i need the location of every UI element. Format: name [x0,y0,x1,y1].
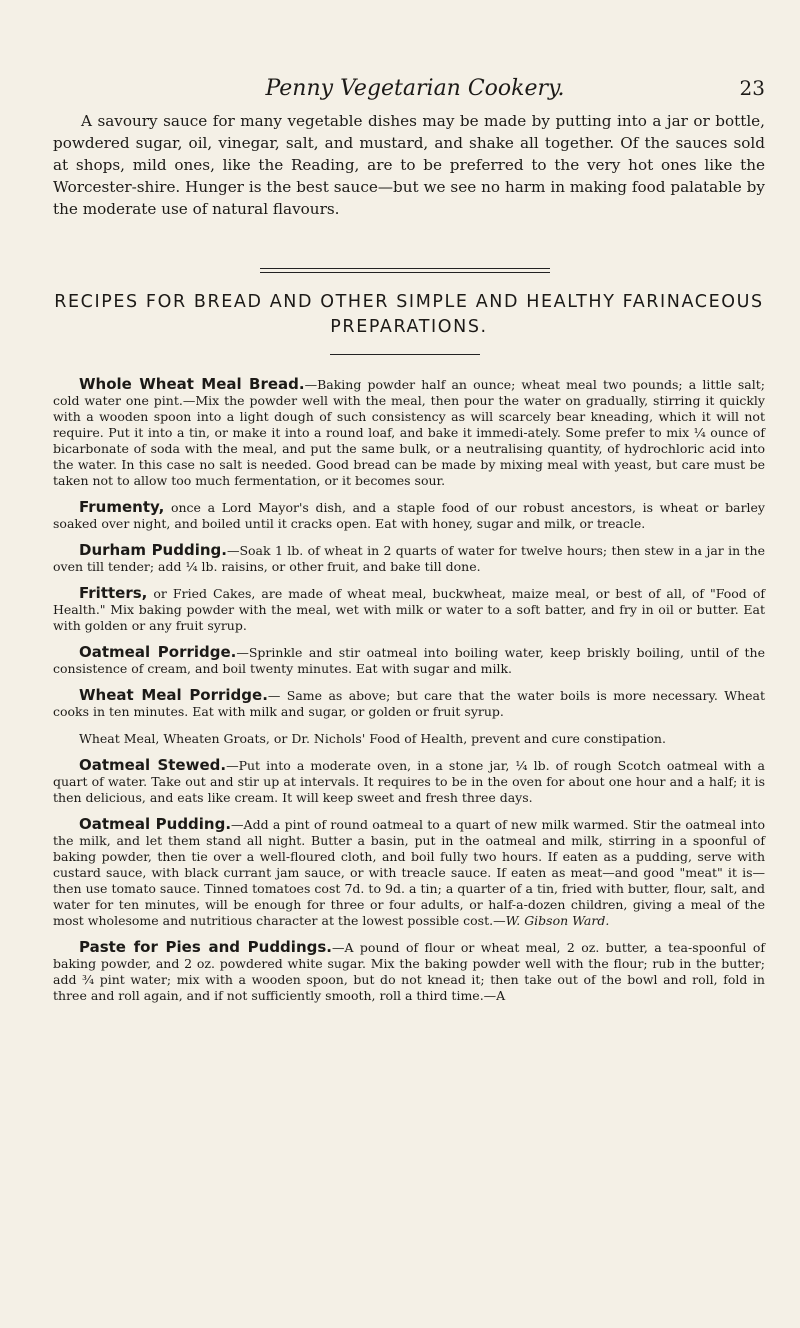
recipe-text: —Add a pint of round oatmeal to a quart of new milk warmed. Stir the oatmeal into the milk, and let them stand all night. Butter a basin, put in the oatmeal and milk, stirring in a spoonful of baking powder, then tie over a well-floured cloth, and boil fully two hours. If eaten as a pudding, serve with custard sauce, with black currant jam sauce, or with treacle sauce. If eaten as meat—and good "meat" it is—then use tomato sauce. Tinned tomatoes cost 7d. to 9d. a tin; a quarter of a tin, fried with butter, flour, salt, and water for ten minutes, will be enough for three or four adults, or half-a-dozen children, giving a meal of the most wholesome and nutritious character at the lowest possible cost.— [53,817,765,928]
recipe-note-constipation [53,730,765,747]
recipe-title: Oatmeal Porridge. [79,643,237,661]
recipe-oatmeal-pudding [53,816,765,929]
running-title: Penny Vegetarian Cookery. [265,76,565,101]
intro-paragraph: A savoury sauce for many vegetable dishes may be made by putting into a jar or bottle, powdered sugar, oil, vinegar, salt, and mustard, and shake all together. Of the sauces sold at shops, mild ones, like the Reading, are to be preferred to the very hot ones like the Worcester-shire. Hunger is the best sauce—but we see no harm in making food palatable by the moderate use of natural flavours. [53,112,765,218]
recipe-text: —Baking powder half an ounce; wheat meal two pounds; a little salt; cold water one pint.—Mix the powder well with the meal, then pour the water on gradually, stirring it quickly with a wooden spoon into a light dough of such consistency as will scarcely bear kneading, which it will not require. Put it into a tin, or make it into a round loaf, and bake it immedi-ately. Some prefer to mix ¼ ounce of bicarbonate of soda with the meal, and put the same bulk, or a neutralising quantity, of hydrochloric acid into the water. In this case no salt is needed. Good bread can be made by mixing meal with yeast, but care must be taken not to allow too much fermentation, or it becomes sour. [53,377,765,488]
recipe-text: —A pound of flour or wheat meal, 2 oz. butter, a tea-spoonful of baking powder, and 2 oz. powdered white sugar. Mix the baking powder well with the flour; rub in the butter; add ¾ pint water; mix with a wooden spoon, but do not knead it; then take out of the bowl and roll, fold in three and roll again, and if not sufficiently smooth, roll a third time.—A [53,940,765,1003]
recipe-title: Frumenty, [79,498,165,516]
recipe-fritters [53,585,765,634]
recipe-text: or Fried Cakes, are made of wheat meal, buckwheat, maize meal, or best of all, of "Food of Health." Mix baking powder with the meal, wet with milk or water to a soft batter, and fry in oil or butter. Eat with golden or any fruit syrup. [53,586,765,633]
heading-underline [330,354,480,355]
recipe-text: —Put into a moderate oven, in a stone jar, ¼ lb. of rough Scotch oatmeal with a quart of water. Take out and stir up at intervals. It requires to be in the oven for about one hour and a half; it is then delicious, and eats like cream. It will keep sweet and fresh three days. [53,758,765,805]
recipe-durham-pudding [53,542,765,575]
section-heading: RECIPES FOR BREAD AND OTHER SIMPLE AND HEALTHY FARINACEOUS PREPARATIONS. [54,292,764,337]
page-number: 23 [739,76,765,100]
section-divider-top [260,268,550,269]
page-header [255,76,765,106]
recipe-text: Wheat Meal, Wheaten Groats, or Dr. Nichols' Food of Health, prevent and cure constipation. [79,731,666,746]
recipe-oatmeal-porridge [53,644,765,677]
recipe-list [53,376,765,1014]
section-divider-bottom [260,272,550,273]
recipe-title: Wheat Meal Porridge. [79,686,268,704]
recipe-title: Whole Wheat Meal Bread. [79,375,305,393]
recipe-text: once a Lord Mayor's dish, and a staple food of our robust ancestors, is wheat or barley soaked over night, and boiled until it cracks open. Eat with honey, sugar and milk, or treacle. [53,500,765,531]
recipe-title: Fritters, [79,584,148,602]
recipe-text: — Same as above; but care that the water boils is more necessary. Wheat cooks in ten minutes. Eat with milk and sugar, or golden or fruit syrup. [53,688,765,719]
recipe-text: —Soak 1 lb. of wheat in 2 quarts of water for twelve hours; then stew in a jar in the oven till tender; add ¼ lb. raisins, or other fruit, and bake till done. [53,543,765,574]
recipe-title: Paste for Pies and Puddings. [79,938,332,956]
recipe-attribution: W. Gibson Ward. [505,913,610,928]
recipe-oatmeal-stewed [53,757,765,806]
recipe-paste-for-pies [53,939,765,1004]
recipe-title: Durham Pudding. [79,541,227,559]
recipe-whole-wheat-meal-bread [53,376,765,489]
recipe-title: Oatmeal Stewed. [79,756,227,774]
recipe-wheat-meal-porridge [53,687,765,720]
recipe-title: Oatmeal Pudding. [79,815,232,833]
recipe-text: —Sprinkle and stir oatmeal into boiling water, keep briskly boiling, until of the consistence of cream, and boil twenty minutes. Eat with sugar and milk. [53,645,765,676]
recipe-frumenty [53,499,765,532]
